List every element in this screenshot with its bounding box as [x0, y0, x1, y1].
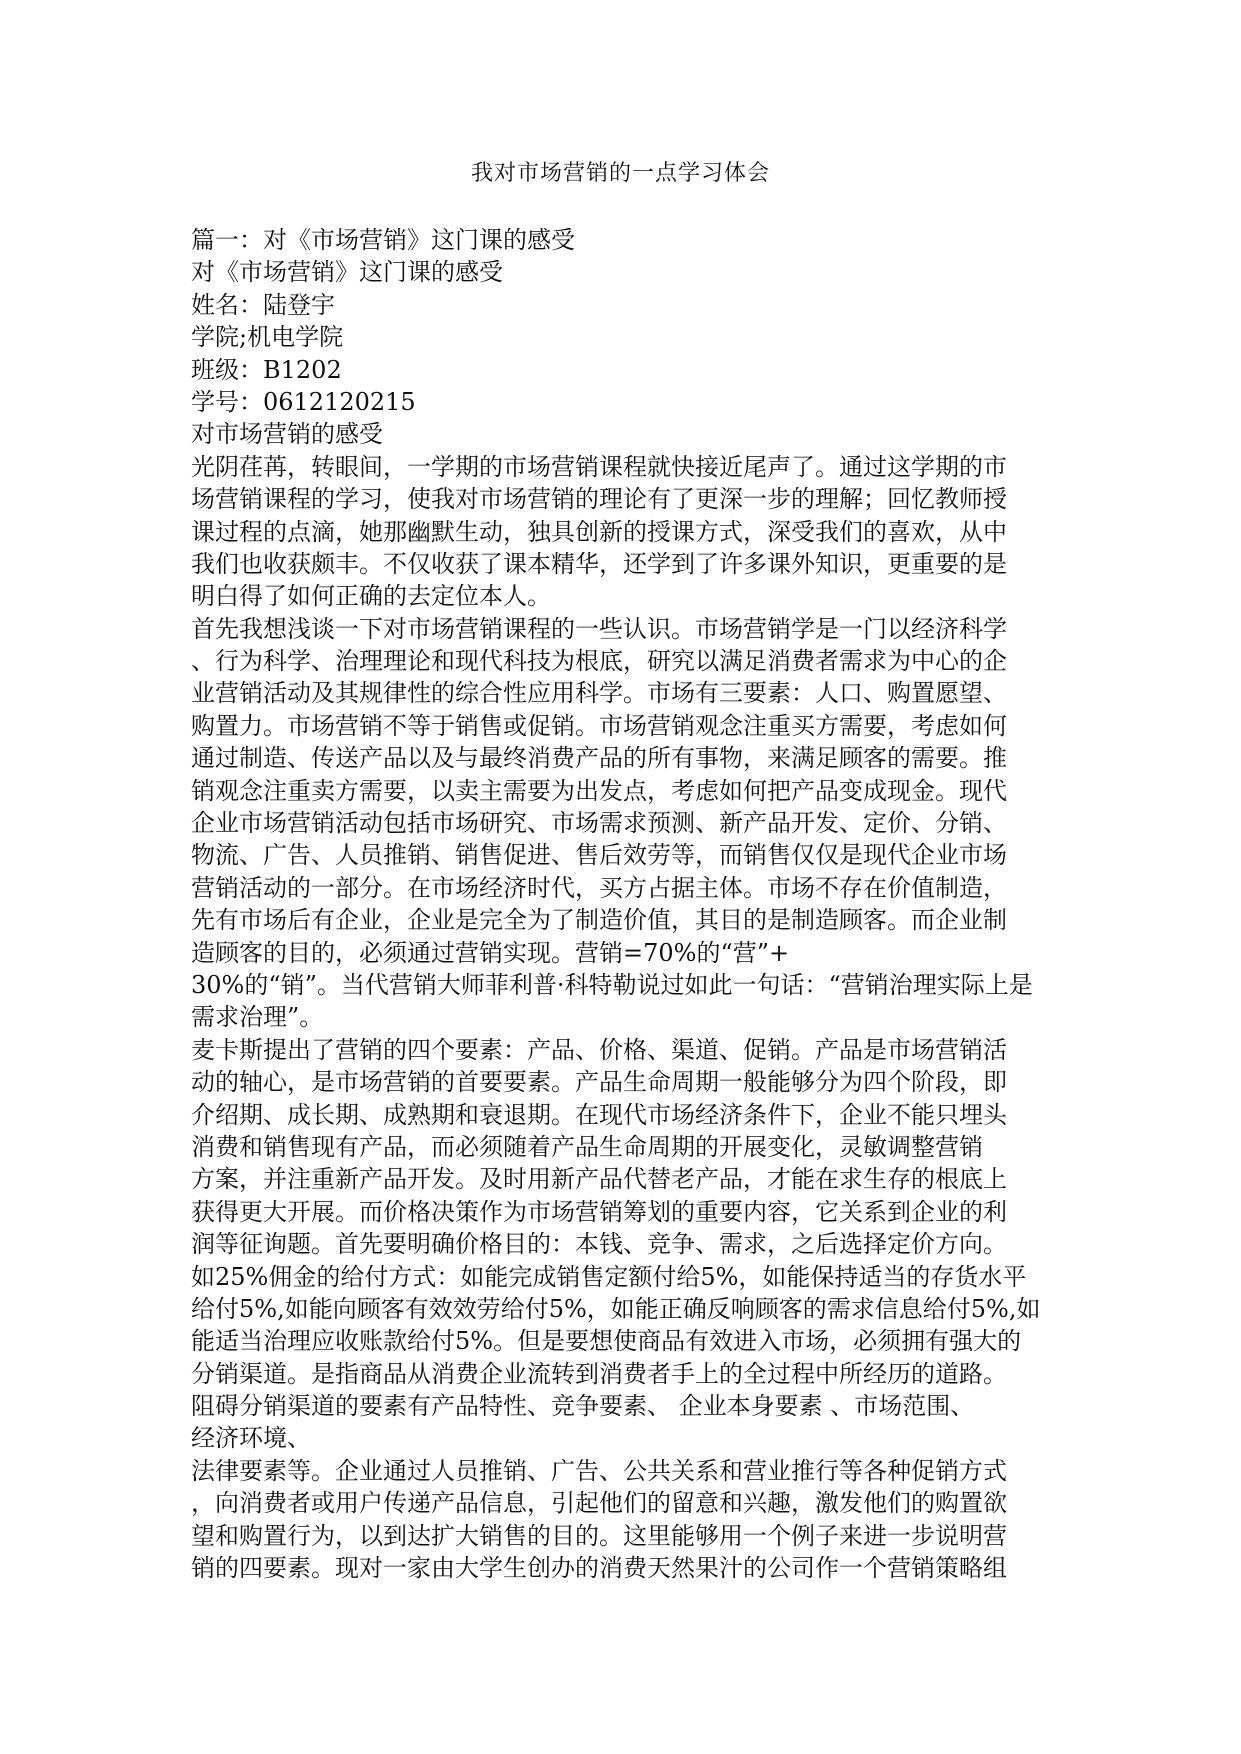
text-line: 我们也收获颇丰。不仅收获了课本精华，还学到了许多课外知识，更重要的是: [191, 549, 1007, 578]
text-line: 姓名：陆登宇: [191, 290, 335, 319]
text-line: 对市场营销的感受: [191, 420, 383, 449]
text-line: 购置力。市场营销不等于销售或促销。市场营销观念注重买方需要，考虑如何: [191, 711, 1007, 740]
text-line: ，向消费者或用户传递产品信息，引起他们的留意和兴趣，激发他们的购置欲: [191, 1489, 1007, 1518]
text-line: 业营销活动及其规律性的综合性应用科学。市场有三要素：人口、购置愿望、: [191, 679, 1007, 708]
text-line: 课过程的点滴，她那幽默生动，独具创新的授课方式，深受我们的喜欢，从中: [191, 517, 1007, 546]
document-body: [191, 224, 1071, 1584]
text-line: 介绍期、成长期、成熟期和衰退期。在现代市场经济条件下，企业不能只埋头: [191, 1100, 1007, 1129]
text-line: 分销渠道。是指商品从消费企业流转到消费者手上的全过程中所经历的道路。: [191, 1359, 1007, 1388]
text-line: 销观念注重卖方需要，以卖主需要为出发点，考虑如何把产品变成现金。现代: [191, 776, 1007, 805]
text-line: 获得更大开展。而价格决策作为市场营销筹划的重要内容，它关系到企业的利: [191, 1197, 1007, 1226]
text-line: 阻碍分销渠道的要素有产品特性、竞争要素、 企业本身要素 、市场范围、: [191, 1392, 975, 1421]
text-line: 企业市场营销活动包括市场研究、市场需求预测、新产品开发、定价、分销、: [191, 809, 1007, 838]
text-line: 班级：B1202: [191, 355, 342, 384]
text-line: 经济环境、: [191, 1424, 311, 1453]
text-line: 方案，并注重新产品开发。及时用新产品代替老产品，才能在求生存的根底上: [191, 1165, 1007, 1194]
text-line: 对《市场营销》这门课的感受: [191, 258, 503, 287]
text-line: 需求治理”。: [191, 1003, 324, 1032]
text-line: 首先我想浅谈一下对市场营销课程的一些认识。市场营销学是一门以经济科学: [191, 614, 1007, 643]
text-line: 篇一：对《市场营销》这门课的感受: [191, 226, 575, 254]
text-line: 能适当治理应收账款给付5%。但是要想使商品有效进入市场，必须拥有强大的: [191, 1327, 1022, 1356]
text-line: 消费和销售现有产品，而必须随着产品生命周期的开展变化，灵敏调整营销: [191, 1132, 983, 1161]
text-line: 光阴荏苒，转眼间，一学期的市场营销课程就快接近尾声了。通过这学期的市: [191, 452, 1007, 481]
text-line: 给付5%,如能向顾客有效效劳给付5%，如能正确反响顾客的需求信息给付5%,如: [191, 1294, 1041, 1323]
text-line: 学院;机电学院: [191, 323, 344, 352]
text-line: 销的四要素。现对一家由大学生创办的消费天然果汁的公司作一个营销策略组: [191, 1554, 1007, 1583]
text-line: 造顾客的目的，必须通过营销实现。营销=70%的“营”+: [191, 938, 790, 967]
text-line: 物流、广告、人员推销、销售促进、售后效劳等，而销售仅仅是现代企业市场: [191, 841, 1007, 870]
text-line: 麦卡斯提出了营销的四个要素：产品、价格、渠道、促销。产品是市场营销活: [191, 1035, 1007, 1064]
text-line: 明白得了如何正确的去定位本人。: [191, 582, 551, 611]
text-line: 、行为科学、治理理论和现代科技为根底，研究以满足消费者需求为中心的企: [191, 647, 1007, 676]
text-line: 如25%佣金的给付方式：如能完成销售定额付给5%，如能保持适当的存货水平: [191, 1262, 1027, 1291]
text-line: 先有市场后有企业，企业是完全为了制造价值，其目的是制造顾客。而企业制: [191, 906, 1007, 935]
text-line: 场营销课程的学习，使我对市场营销的理论有了更深一步的理解；回忆教师授: [191, 485, 1007, 514]
document-title: 我对市场营销的一点学习体会: [470, 161, 770, 186]
text-line: 营销活动的一部分。在市场经济时代，买方占据主体。市场不存在价值制造，: [191, 873, 1007, 902]
text-line: 动的轴心，是市场营销的首要要素。产品生命周期一般能够分为四个阶段，即: [191, 1068, 1007, 1097]
text-line: 法律要素等。企业通过人员推销、广告、公共关系和营业推行等各种促销方式: [191, 1456, 1007, 1485]
text-line: 学号：0612120215: [191, 387, 416, 416]
text-line: 润等征询题。首先要明确价格目的：本钱、竞争、需求，之后选择定价方向。: [191, 1230, 1007, 1259]
text-line: 30%的“销”。当代营销大师菲利普·科特勒说过如此一句话：“营销治理实际上是: [191, 970, 1033, 999]
text-line: 通过制造、传送产品以及与最终消费产品的所有事物，来满足顾客的需要。推: [191, 744, 1007, 773]
text-line: 望和购置行为，以到达扩大销售的目的。这里能够用一个例子来进一步说明营: [191, 1521, 1007, 1550]
